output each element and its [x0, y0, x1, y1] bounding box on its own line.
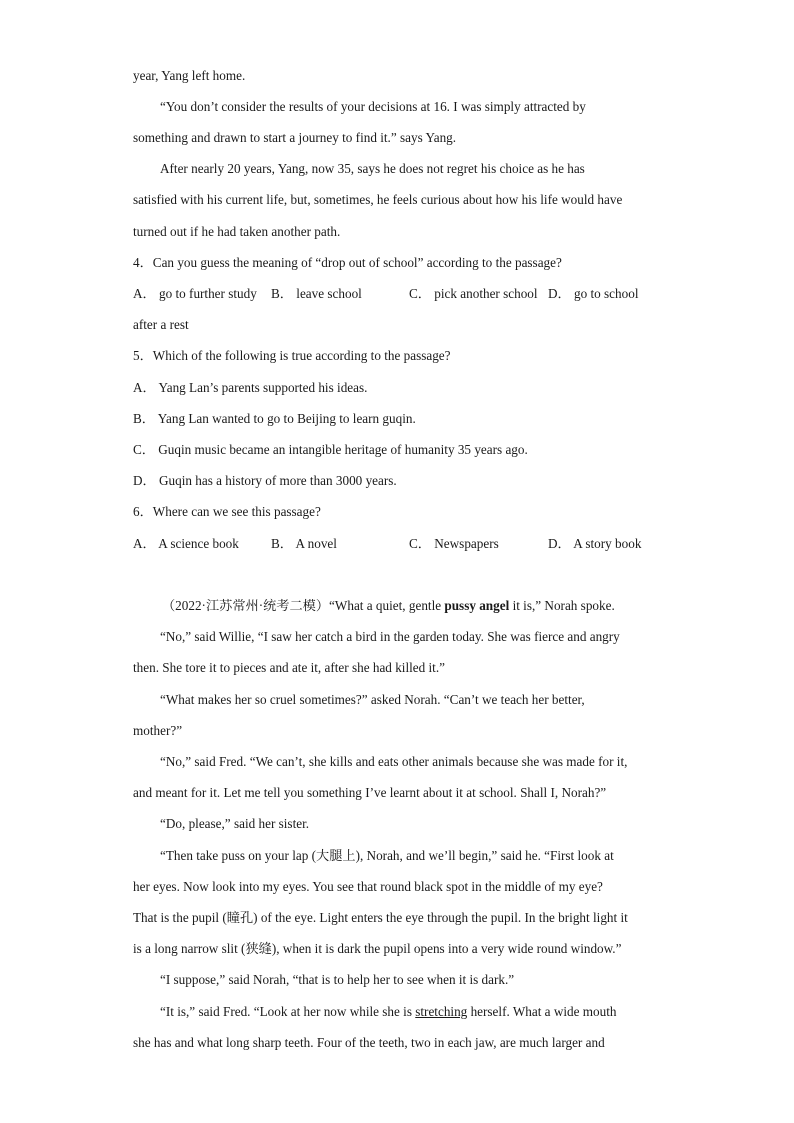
question-5-option-d[interactable]: D． Guqin has a history of more than 3000 years.	[133, 473, 397, 488]
question-4-stem: 4．Can you guess the meaning of “drop out of school” according to the passage?	[133, 255, 562, 270]
passage2-line: “Then take puss on your lap (大腿上), Norah, and we’ll begin,” said he. “First look at	[160, 848, 614, 863]
passage2-line: That is the pupil (瞳孔) of the eye. Light enters the eye through the pupil. In the bright light it	[133, 910, 628, 925]
question-4-option-a[interactable]: A． go to further study	[133, 286, 257, 301]
question-5-option-a[interactable]: A． Yang Lan’s parents supported his ideas.	[133, 380, 368, 395]
passage2-line: and meant for it. Let me tell you something I’ve learnt about it at school. Shall I, Norah?”	[133, 785, 607, 800]
passage2-line: her eyes. Now look into my eyes. You see that round black spot in the middle of my eye?	[133, 879, 603, 894]
question-5-stem: 5．Which of the following is true according to the passage?	[133, 348, 451, 363]
passage2-first-line	[162, 597, 692, 615]
underlined-word: stretching	[415, 1004, 468, 1019]
passage1-line: “You don’t consider the results of your decisions at 16. I was simply attracted by	[160, 99, 586, 114]
question-6-option-b[interactable]: B． A novel	[271, 536, 337, 551]
passage2-line: “No,” said Willie, “I saw her catch a bird in the garden today. She was fierce and angry	[160, 629, 620, 644]
question-6-option-c[interactable]: C． Newspapers	[409, 536, 499, 551]
question-4-option-c[interactable]: C． pick another school	[409, 286, 538, 301]
passage2-text: “It is,” said Fred. “Look at her now while she is	[160, 1004, 416, 1019]
passage2-line: “No,” said Fred. “We can’t, she kills and eats other animals because she was made for it,	[160, 754, 628, 769]
passage2-text: herself. What a wide mouth	[467, 1004, 617, 1019]
passage2-line: “I suppose,” said Norah, “that is to help her to see when it is dark.”	[160, 972, 515, 987]
bold-term: pussy angel	[444, 598, 510, 613]
question-6-option-d[interactable]: D． A story book	[548, 536, 642, 551]
question-6-stem: 6．Where can we see this passage?	[133, 504, 321, 519]
question-6-option-a[interactable]: A． A science book	[133, 536, 239, 551]
passage2-text: it is,” Norah spoke.	[509, 598, 615, 613]
question-5-option-c[interactable]: C． Guqin music became an intangible heritage of humanity 35 years ago.	[133, 442, 528, 457]
passage2-line: mother?”	[133, 723, 183, 738]
passage2-line: is a long narrow slit (狭缝), when it is dark the pupil opens into a very wide round window.”	[133, 941, 622, 956]
passage2-line	[160, 1003, 690, 1021]
passage2-line: “Do, please,” said her sister.	[160, 816, 310, 831]
question-4-option-d-continued: after a rest	[133, 317, 189, 332]
exam-source-label: （2022·江苏常州·统考二模）	[162, 598, 330, 613]
passage2-line: she has and what long sharp teeth. Four of the teeth, two in each jaw, are much larger and	[133, 1035, 605, 1050]
passage1-line: After nearly 20 years, Yang, now 35, says he does not regret his choice as he has	[160, 161, 585, 176]
passage1-line: something and drawn to start a journey to find it.” says Yang.	[133, 130, 457, 145]
question-4-option-d[interactable]: D． go to school	[548, 286, 639, 301]
passage2-line: “What makes her so cruel sometimes?” asked Norah. “Can’t we teach her better,	[160, 692, 585, 707]
passage1-line: satisfied with his current life, but, sometimes, he feels curious about how his life would have	[133, 192, 623, 207]
question-4-option-b[interactable]: B． leave school	[271, 286, 362, 301]
question-5-option-b[interactable]: B． Yang Lan wanted to go to Beijing to learn guqin.	[133, 411, 416, 426]
passage2-text: “What a quiet, gentle	[329, 598, 445, 613]
passage1-line: year, Yang left home.	[133, 68, 246, 83]
passage1-line: turned out if he had taken another path.	[133, 224, 341, 239]
passage2-line: then. She tore it to pieces and ate it, after she had killed it.”	[133, 660, 445, 675]
